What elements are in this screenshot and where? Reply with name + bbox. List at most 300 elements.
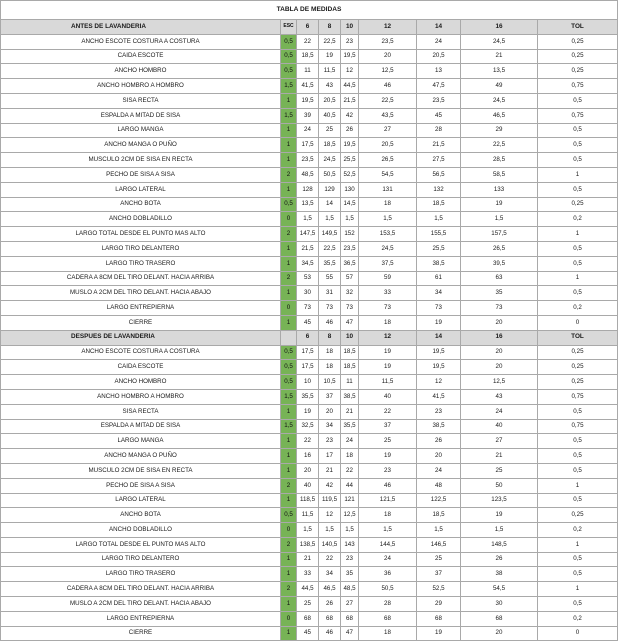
esc-value: 0,5 — [281, 49, 297, 64]
esc-value: 2 — [281, 227, 297, 242]
size-value: 37 — [319, 389, 341, 404]
table-row — [1, 404, 618, 419]
size-value: 20 — [461, 626, 538, 641]
measurement-label: ANCHO HOMBRO A HOMBRO — [1, 79, 281, 94]
size-value: 73 — [461, 301, 538, 316]
size-value: 49 — [461, 79, 538, 94]
table-row — [1, 108, 618, 123]
esc-value: 1 — [281, 256, 297, 271]
size-value: 19 — [319, 49, 341, 64]
esc-value: 1 — [281, 404, 297, 419]
tolerance-value: 0,5 — [538, 404, 618, 419]
size-value: 19,5 — [341, 49, 359, 64]
size-value: 53 — [297, 271, 319, 286]
measurement-label: MUSLO A 2CM DEL TIRO DELANT. HACIA ABAJO — [1, 597, 281, 612]
tolerance-value: 1 — [538, 227, 618, 242]
measurement-label: CADERA A 8CM DEL TIRO DELANT. HACIA ARRIBA — [1, 582, 281, 597]
size-value: 26,5 — [359, 153, 417, 168]
esc-value: 1,5 — [281, 389, 297, 404]
size-value: 50,5 — [359, 582, 417, 597]
size-value: 46,5 — [319, 582, 341, 597]
size-value: 146,5 — [417, 537, 461, 552]
size-value: 121 — [341, 493, 359, 508]
size-value: 39 — [297, 108, 319, 123]
esc-value: 1 — [281, 241, 297, 256]
measurement-label: CIERRE — [1, 626, 281, 641]
size-value: 19 — [359, 360, 417, 375]
size-value: 45 — [297, 626, 319, 641]
size-value: 11 — [297, 64, 319, 79]
size-value: 68 — [359, 611, 417, 626]
table-row — [1, 523, 618, 538]
size-value: 40 — [461, 419, 538, 434]
size-value: 38,5 — [341, 389, 359, 404]
size-value: 32,5 — [297, 419, 319, 434]
esc-value: 0,5 — [281, 197, 297, 212]
size-value: 28 — [359, 597, 417, 612]
tolerance-value: 0,5 — [538, 567, 618, 582]
size-value: 19,5 — [417, 345, 461, 360]
size-value: 22 — [319, 552, 341, 567]
size-value: 1,5 — [417, 523, 461, 538]
tolerance-value: 0,25 — [538, 508, 618, 523]
size-value: 40 — [297, 478, 319, 493]
tolerance-value: 0,25 — [538, 345, 618, 360]
section-title: DESPUES DE LAVANDERIA — [1, 330, 281, 345]
size-value: 21 — [297, 552, 319, 567]
table-row — [1, 478, 618, 493]
measurement-label: LARGO ENTREPIERNA — [1, 611, 281, 626]
tolerance-value: 0,75 — [538, 419, 618, 434]
size-value: 26 — [341, 123, 359, 138]
size-value: 18,5 — [319, 138, 341, 153]
size-value: 138,5 — [297, 537, 319, 552]
tolerance-value: 0,25 — [538, 360, 618, 375]
measurement-label: LARGO MANGA — [1, 123, 281, 138]
size-value: 23 — [341, 34, 359, 49]
measurement-label: LARGO TIRO TRASERO — [1, 256, 281, 271]
measurement-label: PECHO DE SISA A SISA — [1, 167, 281, 182]
table-row — [1, 434, 618, 449]
size-value: 20,5 — [417, 49, 461, 64]
esc-value: 1 — [281, 315, 297, 330]
table-row — [1, 567, 618, 582]
size-value: 20 — [417, 449, 461, 464]
size-value: 20 — [461, 315, 538, 330]
table-title: TABLA DE MEDIDAS — [1, 1, 618, 20]
tolerance-value: 0,5 — [538, 463, 618, 478]
size-value: 133 — [461, 182, 538, 197]
size-value: 121,5 — [359, 493, 417, 508]
size-value: 43 — [319, 79, 341, 94]
esc-value: 1 — [281, 182, 297, 197]
size-value: 18,5 — [341, 345, 359, 360]
size-value: 25 — [461, 463, 538, 478]
size-value: 17 — [319, 449, 341, 464]
size-value: 149,5 — [319, 227, 341, 242]
table-row — [1, 389, 618, 404]
size-value: 18,5 — [417, 197, 461, 212]
tolerance-value: 1 — [538, 271, 618, 286]
size-value: 34 — [417, 286, 461, 301]
size-value: 148,5 — [461, 537, 538, 552]
table-row — [1, 449, 618, 464]
size-value: 50,5 — [319, 167, 341, 182]
size-value: 24,5 — [461, 93, 538, 108]
size-value: 1,5 — [341, 212, 359, 227]
size-value: 23 — [319, 434, 341, 449]
measurement-label: MUSCULO 2CM DE SISA EN RECTA — [1, 463, 281, 478]
table-row — [1, 508, 618, 523]
size-value: 22 — [341, 463, 359, 478]
tolerance-value: 0,5 — [538, 597, 618, 612]
tolerance-value: 1 — [538, 167, 618, 182]
size-header: 16 — [461, 20, 538, 35]
size-value: 43,5 — [359, 108, 417, 123]
size-value: 12 — [417, 375, 461, 390]
tolerance-value: 0,5 — [538, 493, 618, 508]
tolerance-value: 0,5 — [538, 138, 618, 153]
section-header-row — [1, 330, 618, 345]
size-value: 19,5 — [417, 360, 461, 375]
table-row — [1, 241, 618, 256]
tolerance-value: 0,25 — [538, 197, 618, 212]
tolerance-value: 0,2 — [538, 523, 618, 538]
size-value: 48 — [417, 478, 461, 493]
table-row — [1, 79, 618, 94]
size-value: 24 — [341, 434, 359, 449]
size-value: 30 — [297, 286, 319, 301]
tolerance-value: 0,5 — [538, 153, 618, 168]
size-value: 48,5 — [297, 167, 319, 182]
size-value: 35 — [461, 286, 538, 301]
table-row — [1, 212, 618, 227]
size-value: 26 — [417, 434, 461, 449]
size-value: 11 — [341, 375, 359, 390]
table-row — [1, 301, 618, 316]
size-value: 68 — [461, 611, 538, 626]
tolerance-value: 0,75 — [538, 389, 618, 404]
table-row — [1, 626, 618, 641]
size-value: 157,5 — [461, 227, 538, 242]
size-value: 10 — [297, 375, 319, 390]
size-value: 32 — [341, 286, 359, 301]
size-value: 17,5 — [297, 138, 319, 153]
esc-value: 1 — [281, 449, 297, 464]
size-value: 27,5 — [417, 153, 461, 168]
esc-value: 1 — [281, 286, 297, 301]
size-value: 73 — [341, 301, 359, 316]
size-value: 46,5 — [461, 108, 538, 123]
size-value: 23,5 — [359, 34, 417, 49]
size-value: 132 — [417, 182, 461, 197]
table-row — [1, 493, 618, 508]
tolerance-value: 0,5 — [538, 286, 618, 301]
size-header: 10 — [341, 20, 359, 35]
tolerance-value: 0,2 — [538, 301, 618, 316]
size-value: 21,5 — [297, 241, 319, 256]
size-value: 16 — [297, 449, 319, 464]
size-value: 56,5 — [417, 167, 461, 182]
size-value: 22,5 — [319, 34, 341, 49]
size-value: 26 — [319, 597, 341, 612]
size-value: 28,5 — [461, 153, 538, 168]
size-value: 24,5 — [359, 241, 417, 256]
table-row — [1, 345, 618, 360]
size-value: 19 — [297, 404, 319, 419]
size-value: 118,5 — [297, 493, 319, 508]
esc-value: 1 — [281, 567, 297, 582]
size-value: 59 — [359, 271, 417, 286]
size-value: 54,5 — [359, 167, 417, 182]
size-value: 50 — [461, 478, 538, 493]
size-value: 27 — [359, 123, 417, 138]
size-value: 1,5 — [461, 212, 538, 227]
tolerance-value: 0,5 — [538, 241, 618, 256]
size-value: 19 — [461, 197, 538, 212]
size-value: 43 — [461, 389, 538, 404]
size-value: 24 — [417, 463, 461, 478]
size-value: 24 — [359, 552, 417, 567]
size-value: 41,5 — [417, 389, 461, 404]
measurement-label: LARGO TOTAL DESDE EL PUNTO MAS ALTO — [1, 537, 281, 552]
esc-value: 1,5 — [281, 419, 297, 434]
size-value: 23,5 — [297, 153, 319, 168]
measurement-label: ESPALDA A MITAD DE SISA — [1, 108, 281, 123]
esc-value: 2 — [281, 478, 297, 493]
size-value: 18 — [341, 449, 359, 464]
tolerance-value: 0,25 — [538, 64, 618, 79]
size-value: 1,5 — [359, 212, 417, 227]
size-value: 24,5 — [319, 153, 341, 168]
measurement-label: CAIDA ESCOTE — [1, 49, 281, 64]
size-value: 11,5 — [297, 508, 319, 523]
esc-value: 1 — [281, 434, 297, 449]
size-value: 12 — [341, 64, 359, 79]
size-value: 58,5 — [461, 167, 538, 182]
esc-value: 0,5 — [281, 360, 297, 375]
size-value: 25 — [297, 597, 319, 612]
size-value: 54,5 — [461, 582, 538, 597]
size-value: 73 — [417, 301, 461, 316]
esc-value: 0,5 — [281, 508, 297, 523]
size-value: 25 — [359, 434, 417, 449]
size-value: 33 — [359, 286, 417, 301]
size-value: 18,5 — [417, 508, 461, 523]
table-row — [1, 611, 618, 626]
size-value: 73 — [319, 301, 341, 316]
size-value: 24,5 — [461, 34, 538, 49]
size-value: 12,5 — [359, 64, 417, 79]
measurement-label: CAIDA ESCOTE — [1, 360, 281, 375]
measurement-label: LARGO LATERAL — [1, 182, 281, 197]
tolerance-value: 0,5 — [538, 552, 618, 567]
size-value: 17,5 — [297, 345, 319, 360]
table-row — [1, 167, 618, 182]
size-value: 22,5 — [359, 93, 417, 108]
size-value: 28 — [417, 123, 461, 138]
size-value: 35,5 — [319, 256, 341, 271]
size-value: 17,5 — [297, 360, 319, 375]
tolerance-value: 0 — [538, 315, 618, 330]
size-value: 55 — [319, 271, 341, 286]
size-value: 35,5 — [341, 419, 359, 434]
table-row — [1, 123, 618, 138]
size-value: 152 — [341, 227, 359, 242]
size-value: 1,5 — [461, 523, 538, 538]
table-row — [1, 271, 618, 286]
size-header: 12 — [359, 330, 417, 345]
measurement-label: CADERA A 8CM DEL TIRO DELANT. HACIA ARRIBA — [1, 271, 281, 286]
section-header-row — [1, 20, 618, 35]
size-value: 35,5 — [297, 389, 319, 404]
size-value: 57 — [341, 271, 359, 286]
size-value: 24 — [297, 123, 319, 138]
table-row — [1, 64, 618, 79]
tolerance-value: 0,25 — [538, 34, 618, 49]
tolerance-value: 0,5 — [538, 93, 618, 108]
size-value: 19 — [461, 508, 538, 523]
size-value: 44,5 — [341, 79, 359, 94]
size-value: 63 — [461, 271, 538, 286]
size-value: 36 — [359, 567, 417, 582]
size-value: 34 — [319, 419, 341, 434]
measurement-label: ANCHO HOMBRO — [1, 375, 281, 390]
size-value: 61 — [417, 271, 461, 286]
measurement-label: LARGO TIRO DELANTERO — [1, 552, 281, 567]
tol-header: TOL — [538, 330, 618, 345]
esc-value: 1 — [281, 123, 297, 138]
size-value: 131 — [359, 182, 417, 197]
measurement-label: SISA RECTA — [1, 404, 281, 419]
size-value: 44 — [341, 478, 359, 493]
size-value: 1,5 — [341, 523, 359, 538]
table-row — [1, 419, 618, 434]
size-value: 26,5 — [461, 241, 538, 256]
measurement-label: ANCHO BOTA — [1, 508, 281, 523]
size-value: 37 — [417, 567, 461, 582]
size-value: 12,5 — [461, 375, 538, 390]
size-value: 40,5 — [319, 108, 341, 123]
size-value: 1,5 — [297, 212, 319, 227]
size-value: 130 — [341, 182, 359, 197]
table-row — [1, 197, 618, 212]
size-value: 18,5 — [341, 360, 359, 375]
size-value: 20 — [461, 345, 538, 360]
esc-value: 1 — [281, 552, 297, 567]
size-value: 37 — [359, 419, 417, 434]
table-row — [1, 597, 618, 612]
measurement-label: ANCHO HOMBRO — [1, 64, 281, 79]
size-value: 29 — [417, 597, 461, 612]
size-value: 122,5 — [417, 493, 461, 508]
table-row — [1, 360, 618, 375]
size-value: 38 — [461, 567, 538, 582]
size-value: 14 — [319, 197, 341, 212]
size-value: 119,5 — [319, 493, 341, 508]
size-value: 20 — [461, 360, 538, 375]
tolerance-value: 0,5 — [538, 182, 618, 197]
tolerance-value: 0,25 — [538, 375, 618, 390]
size-header: 14 — [417, 20, 461, 35]
size-value: 129 — [319, 182, 341, 197]
esc-value: 1,5 — [281, 108, 297, 123]
size-value: 22,5 — [461, 138, 538, 153]
esc-value: 1 — [281, 597, 297, 612]
size-value: 44,5 — [297, 582, 319, 597]
size-value: 45 — [297, 315, 319, 330]
size-value: 68 — [417, 611, 461, 626]
measurement-label: CIERRE — [1, 315, 281, 330]
section-title: ANTES DE LAVANDERIA — [1, 20, 281, 35]
size-value: 12 — [319, 508, 341, 523]
measurement-label: PECHO DE SISA A SISA — [1, 478, 281, 493]
size-value: 1,5 — [319, 523, 341, 538]
size-value: 68 — [297, 611, 319, 626]
size-header: 8 — [319, 20, 341, 35]
table-row — [1, 34, 618, 49]
size-value: 21,5 — [341, 93, 359, 108]
size-value: 11,5 — [359, 375, 417, 390]
tolerance-value: 1 — [538, 537, 618, 552]
size-value: 23 — [341, 552, 359, 567]
size-value: 13,5 — [297, 197, 319, 212]
size-value: 73 — [359, 301, 417, 316]
size-header: 8 — [319, 330, 341, 345]
measurement-label: ANCHO MANGA O PUÑO — [1, 449, 281, 464]
size-value: 30 — [461, 597, 538, 612]
size-value: 22,5 — [319, 241, 341, 256]
table-row — [1, 315, 618, 330]
esc-value: 2 — [281, 537, 297, 552]
esc-header: ESC — [281, 20, 297, 35]
table-row — [1, 463, 618, 478]
tolerance-value: 0 — [538, 626, 618, 641]
size-value: 22 — [297, 434, 319, 449]
tolerance-value: 0,2 — [538, 212, 618, 227]
size-header: 12 — [359, 20, 417, 35]
esc-value: 1 — [281, 493, 297, 508]
tolerance-value: 0,2 — [538, 611, 618, 626]
tolerance-value: 0,75 — [538, 79, 618, 94]
size-value: 18 — [359, 508, 417, 523]
esc-value: 0 — [281, 301, 297, 316]
size-value: 45 — [417, 108, 461, 123]
size-value: 123,5 — [461, 493, 538, 508]
size-value: 13 — [417, 64, 461, 79]
esc-value: 1 — [281, 153, 297, 168]
esc-value: 1,5 — [281, 79, 297, 94]
measurement-label: LARGO LATERAL — [1, 493, 281, 508]
size-value: 25 — [417, 552, 461, 567]
size-value: 21 — [461, 449, 538, 464]
table-row — [1, 153, 618, 168]
size-value: 52,5 — [417, 582, 461, 597]
size-header: 10 — [341, 330, 359, 345]
size-value: 25,5 — [417, 241, 461, 256]
esc-value: 0 — [281, 212, 297, 227]
esc-value: 0 — [281, 611, 297, 626]
size-value: 46 — [319, 626, 341, 641]
size-value: 19 — [359, 345, 417, 360]
size-value: 18 — [359, 626, 417, 641]
size-value: 52,5 — [341, 167, 359, 182]
size-header: 16 — [461, 330, 538, 345]
table-row — [1, 552, 618, 567]
size-value: 20 — [359, 49, 417, 64]
table-row — [1, 375, 618, 390]
size-value: 1,5 — [359, 523, 417, 538]
